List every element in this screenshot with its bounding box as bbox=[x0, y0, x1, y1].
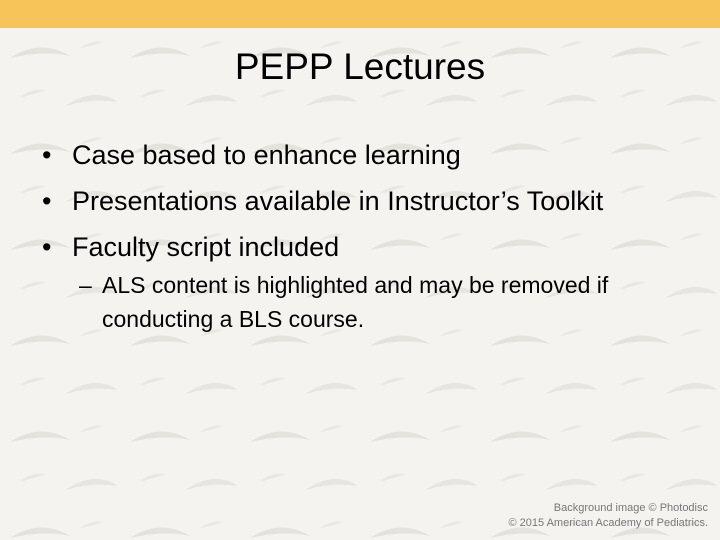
bullet-dot-icon: • bbox=[42, 232, 52, 262]
credit-line: Background image © Photodisc bbox=[553, 502, 708, 514]
bullet-item bbox=[42, 178, 702, 224]
slide-title: PEPP Lectures bbox=[234, 46, 486, 87]
bullet-dot-icon: • bbox=[42, 186, 52, 216]
bullet-text: Case based to enhance learning bbox=[72, 140, 461, 170]
bullet-item bbox=[42, 132, 702, 178]
bullet-text: Presentations available in Instructor’s Toolkit bbox=[72, 186, 604, 216]
dash-marker-icon: – bbox=[79, 272, 92, 298]
bullet-list bbox=[42, 132, 702, 270]
image-credit bbox=[509, 501, 708, 531]
bullet-item bbox=[42, 224, 702, 270]
sub-bullet-text: ALS content is highlighted and may be removed if conducting a BLS course. bbox=[102, 272, 609, 332]
bullet-text: Faculty script included bbox=[72, 232, 340, 262]
sub-bullet-item bbox=[79, 268, 682, 336]
credit-line: © 2015 American Academy of Pediatrics. bbox=[508, 517, 708, 529]
top-accent-bar bbox=[0, 0, 720, 28]
bullet-dot-icon: • bbox=[42, 140, 52, 170]
